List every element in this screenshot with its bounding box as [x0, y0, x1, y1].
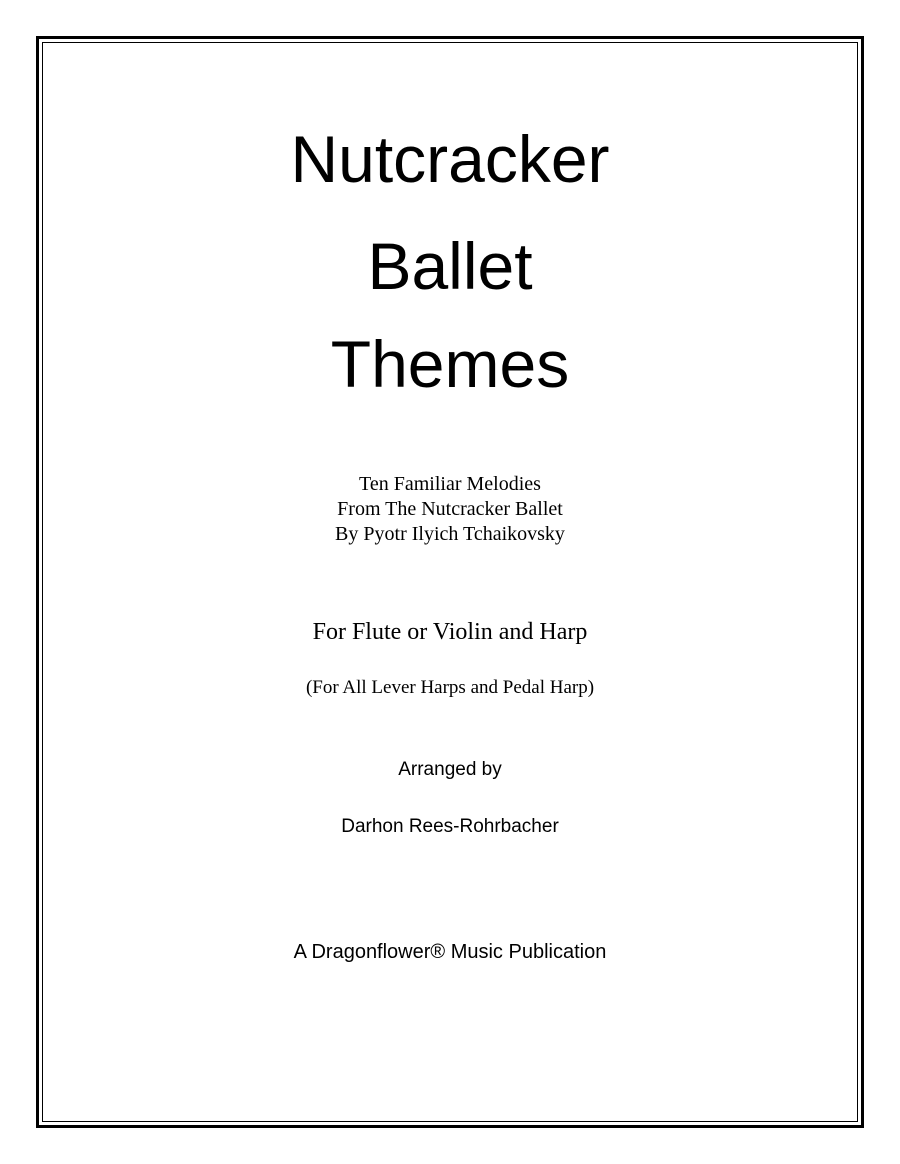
- subtitle-block: [0, 472, 900, 547]
- title-line-2: Ballet: [367, 229, 533, 303]
- arranged-by-label: Arranged by: [398, 759, 502, 780]
- subtitle-line-1: Ten Familiar Melodies: [359, 473, 541, 495]
- arranger-name: Darhon Rees-Rohrbacher: [341, 816, 559, 837]
- title-line-1: Nutcracker: [290, 122, 610, 196]
- subtitle-line-3: By Pyotr Ilyich Tchaikovsky: [335, 523, 565, 545]
- subtitle-line-2: From The Nutcracker Ballet: [337, 498, 563, 520]
- instrumentation: For Flute or Violin and Harp: [312, 619, 588, 645]
- title-line-3: Themes: [330, 327, 570, 401]
- publisher-line: A Dragonflower® Music Publication: [293, 941, 607, 963]
- harp-note: (For All Lever Harps and Pedal Harp): [305, 677, 595, 698]
